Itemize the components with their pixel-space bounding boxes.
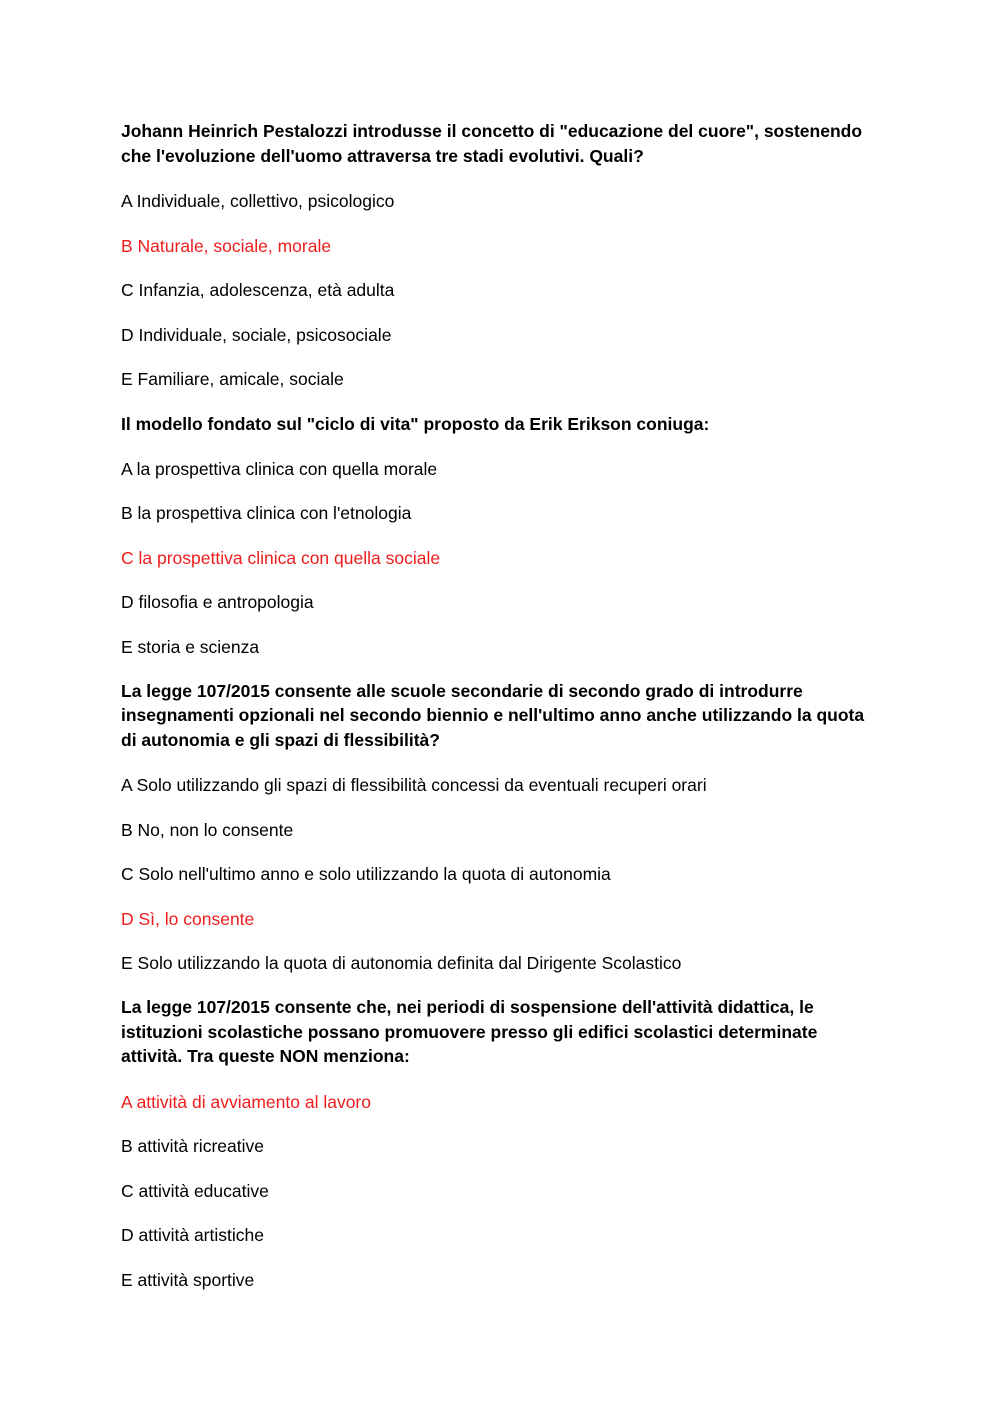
answer-list-4: [121, 1090, 881, 1292]
answer-option-correct: C la prospettiva clinica con quella sociale: [121, 547, 441, 568]
answer-option: C attività educative: [121, 1180, 269, 1201]
answer-option-correct: D Sì, lo consente: [121, 908, 255, 929]
answer-option: E Familiare, amicale, sociale: [121, 369, 344, 389]
question-3: La legge 107/2015 consente alle scuole secondarie di secondo grado di introdurre insegnamenti opzionali nel secondo biennio e nell'ultimo anno anche utilizzando la quota di autonomia e gli spazi di flessibilità?: [121, 680, 865, 750]
answer-option: A la prospettiva clinica con quella morale: [121, 458, 438, 479]
answer-option-correct: B Naturale, sociale, morale: [121, 235, 332, 256]
answer-option: B No, non lo consente: [121, 819, 294, 840]
answer-option: A Individuale, collettivo, psicologico: [121, 191, 395, 211]
question-4: La legge 107/2015 consente che, nei periodi di sospensione dell'attività didattica, le istituzioni scolastiche possano promuovere presso gli edifici scolastici determinate attività. Tra queste NON menziona:: [121, 997, 818, 1066]
answer-option-correct: A attività di avviamento al lavoro: [121, 1091, 371, 1112]
answer-option: C Infanzia, adolescenza, età adulta: [121, 280, 395, 300]
answer-option: D filosofia e antropologia: [121, 592, 314, 612]
answer-option: E storia e scienza: [121, 636, 260, 657]
answer-list-3: [121, 773, 881, 975]
document-page: [121, 119, 881, 1292]
answer-list-1: [121, 189, 881, 391]
answer-option: D attività artistiche: [121, 1225, 264, 1245]
answer-option: B attività ricreative: [121, 1136, 264, 1156]
answer-option: B la prospettiva clinica con l'etnologia: [121, 503, 412, 523]
answer-list-2: [121, 457, 881, 659]
answer-option: C Solo nell'ultimo anno e solo utilizzando la quota di autonomia: [121, 864, 611, 884]
answer-option: E Solo utilizzando la quota di autonomia definita dal Dirigente Scolastico: [121, 953, 682, 973]
answer-option: D Individuale, sociale, psicosociale: [121, 324, 392, 345]
answer-option: A Solo utilizzando gli spazi di flessibilità concessi da eventuali recuperi orari: [121, 775, 707, 795]
question-1: Johann Heinrich Pestalozzi introdusse il concetto di "educazione del cuore", sostenendo che l'evoluzione dell'uomo attraversa tre stadi evolutivi. Quali?: [121, 121, 863, 166]
question-2: Il modello fondato sul "ciclo di vita" proposto da Erik Erikson coniuga:: [121, 414, 710, 434]
answer-option: E attività sportive: [121, 1269, 255, 1290]
